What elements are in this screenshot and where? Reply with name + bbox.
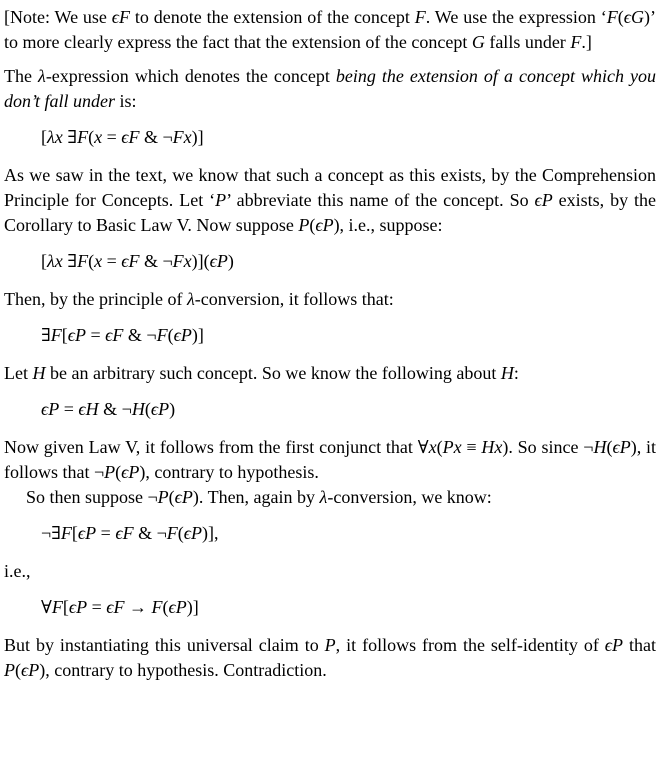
italic-run: ϵP	[150, 399, 170, 419]
text-run: i.e.,	[4, 561, 31, 581]
italic-run: P	[4, 660, 15, 680]
italic-run: λ	[186, 289, 195, 309]
text-run: (	[606, 437, 613, 457]
italic-run: x	[94, 127, 103, 147]
text-run: →	[124, 597, 152, 617]
italic-run: P	[298, 215, 310, 235]
text-run: & ¬	[133, 523, 167, 543]
text-run: falls under	[484, 32, 571, 52]
italic-run: ϵF	[115, 523, 134, 543]
text-run: (	[88, 251, 95, 271]
text-run: (	[309, 215, 316, 235]
italic-run: λ	[38, 66, 46, 86]
text-run: ∃	[62, 251, 78, 271]
italic-run: F	[414, 7, 426, 27]
law-v-paragraph	[4, 435, 656, 485]
arbitrary-concept-paragraph	[4, 361, 656, 386]
text-run: [	[61, 325, 68, 345]
text-run: Now given Law V, it follows from the first conjunct that ∀	[4, 437, 429, 457]
text-run: )]	[186, 597, 199, 617]
italic-run: P	[324, 635, 336, 655]
italic-run: x	[94, 251, 103, 271]
formula-existential	[4, 323, 656, 348]
italic-run: ϵF	[111, 7, 131, 27]
text-run: (	[617, 7, 624, 27]
ie-paragraph	[4, 559, 656, 584]
text-run: & ¬	[139, 251, 173, 271]
text-run: [	[62, 597, 69, 617]
italic-run: ϵG	[623, 7, 644, 27]
text-run: ). So since ¬	[502, 437, 594, 457]
formula-universal	[4, 595, 656, 620]
text-run: )]	[191, 127, 204, 147]
text-run: (	[436, 437, 443, 457]
italic-run: H	[500, 363, 514, 383]
italic-run: being the extension of a concept which you don’t fall under	[4, 66, 656, 111]
comprehension-paragraph	[4, 163, 656, 238]
text-run: (	[144, 399, 151, 419]
text-run: be an arbitrary such concept. So we know the following about	[45, 363, 501, 383]
text-run: ), i.e., suppose:	[333, 215, 443, 235]
text-run: (	[88, 127, 95, 147]
text-run: )],	[201, 523, 219, 543]
italic-run: P	[157, 487, 169, 507]
text-run: -conversion, we know:	[327, 487, 492, 507]
text-run: (	[162, 597, 169, 617]
suppose-negation-paragraph	[4, 485, 656, 510]
text-run: ≡	[461, 437, 482, 457]
italic-run: F	[156, 325, 168, 345]
italic-run: ϵP	[21, 660, 40, 680]
italic-run: ϵP	[534, 190, 553, 210]
text-run: The	[4, 66, 39, 86]
italic-run: H	[32, 363, 46, 383]
text-run: But by instantiating this universal claim to	[4, 635, 325, 655]
italic-run: H	[131, 399, 145, 419]
text-run: that	[623, 635, 656, 655]
italic-run: ϵP	[173, 325, 192, 345]
italic-run: F	[77, 127, 89, 147]
italic-run: F	[570, 32, 582, 52]
text-run: [	[71, 523, 78, 543]
text-run: )	[169, 399, 176, 419]
formula-negated-existential	[4, 521, 656, 546]
text-run: :	[513, 363, 519, 383]
lambda-concept-paragraph	[4, 64, 656, 114]
text-run: ∀	[41, 597, 52, 617]
italic-run: ϵP	[315, 215, 334, 235]
italic-run: ϵP	[77, 523, 97, 543]
text-run: . We use the expression ‘	[425, 7, 607, 27]
formula-lambda-applied	[4, 249, 656, 274]
italic-run: ϵP	[121, 462, 140, 482]
text-run: , it follows from the self-identity of	[335, 635, 605, 655]
italic-run: ϵH	[78, 399, 99, 419]
text-run: ), it follows that ¬	[4, 437, 657, 482]
italic-run: λ	[319, 487, 328, 507]
italic-run: P	[215, 190, 227, 210]
italic-run: F	[51, 597, 63, 617]
text-run: (	[167, 325, 174, 345]
formula-lambda-expression	[4, 125, 656, 150]
text-run: ∃	[62, 127, 78, 147]
text-run: =	[87, 597, 107, 617]
text-run: =	[96, 523, 116, 543]
italic-run: ϵP	[168, 597, 187, 617]
italic-run: λx	[47, 127, 63, 147]
text-run: Let	[4, 363, 33, 383]
text-run: So then suppose ¬	[26, 487, 158, 507]
text-run: & ¬	[98, 399, 132, 419]
italic-run: Fx	[172, 127, 192, 147]
text-run: (	[115, 462, 122, 482]
italic-run: F	[50, 325, 62, 345]
italic-run: F	[606, 7, 618, 27]
text-run: )](	[191, 251, 210, 271]
text-run: to denote the extension of the concept	[130, 7, 415, 27]
italic-run: F	[77, 251, 89, 271]
text-run: .]	[581, 32, 592, 52]
italic-run: x	[428, 437, 437, 457]
italic-run: ϵP	[174, 487, 193, 507]
italic-run: ϵP	[67, 325, 87, 345]
text-run: (	[168, 487, 175, 507]
text-run: ¬∃	[41, 523, 61, 543]
lambda-conversion-paragraph	[4, 287, 656, 312]
italic-run: H	[593, 437, 607, 457]
text-run: Then, by the principle of	[4, 289, 187, 309]
text-run: As we saw in the text, we know that such a concept as this exists, by the Comprehension Principle for Concepts. Let ‘	[4, 165, 656, 210]
text-run: & ¬	[123, 325, 157, 345]
text-run: ). Then, again by	[192, 487, 320, 507]
text-run: =	[102, 251, 122, 271]
italic-run: F	[166, 523, 178, 543]
text-run: is:	[115, 91, 137, 111]
italic-run: G	[471, 32, 485, 52]
italic-run: ϵP	[612, 437, 631, 457]
italic-run: ϵF	[121, 127, 140, 147]
italic-run: ϵF	[106, 597, 125, 617]
italic-run: Fx	[172, 251, 192, 271]
text-run: -expression which denotes the concept	[45, 66, 336, 86]
italic-run: ϵP	[209, 251, 228, 271]
text-run: ), contrary to hypothesis. Contradiction.	[39, 660, 327, 680]
text-run: [	[41, 251, 47, 271]
text-run: )]	[191, 325, 204, 345]
text-run: [	[41, 127, 47, 147]
italic-run: ϵP	[41, 399, 60, 419]
text-run: (	[177, 523, 184, 543]
text-run: )	[227, 251, 234, 271]
italic-run: λx	[47, 251, 63, 271]
text-run: ∃	[41, 325, 51, 345]
text-run: =	[59, 399, 79, 419]
italic-run: F	[151, 597, 163, 617]
text-run: [Note: We use	[4, 7, 112, 27]
text-run: -conversion, it follows that:	[194, 289, 394, 309]
conclusion-paragraph	[4, 633, 656, 683]
text-run: (	[15, 660, 21, 680]
text-run: =	[102, 127, 122, 147]
formula-conjunction	[4, 397, 656, 422]
text-run: )’ to more clearly express the fact that the extension of the concept	[4, 7, 656, 52]
text-run: exists, by the Corollary to Basic Law V. Now suppose	[4, 190, 656, 235]
text-run: ), contrary to hypothesis.	[139, 462, 319, 482]
italic-run: Hx	[481, 437, 503, 457]
italic-run: F	[60, 523, 72, 543]
text-run: =	[86, 325, 106, 345]
text-run: & ¬	[139, 127, 173, 147]
document-body	[4, 5, 656, 683]
italic-run: ϵP	[604, 635, 624, 655]
text-run: ’ abbreviate this name of the concept. So	[226, 190, 535, 210]
italic-run: ϵF	[105, 325, 124, 345]
italic-run: Px	[442, 437, 462, 457]
italic-run: ϵP	[68, 597, 88, 617]
note-paragraph	[4, 5, 656, 55]
italic-run: P	[104, 462, 116, 482]
italic-run: ϵP	[183, 523, 202, 543]
italic-run: ϵF	[121, 251, 140, 271]
